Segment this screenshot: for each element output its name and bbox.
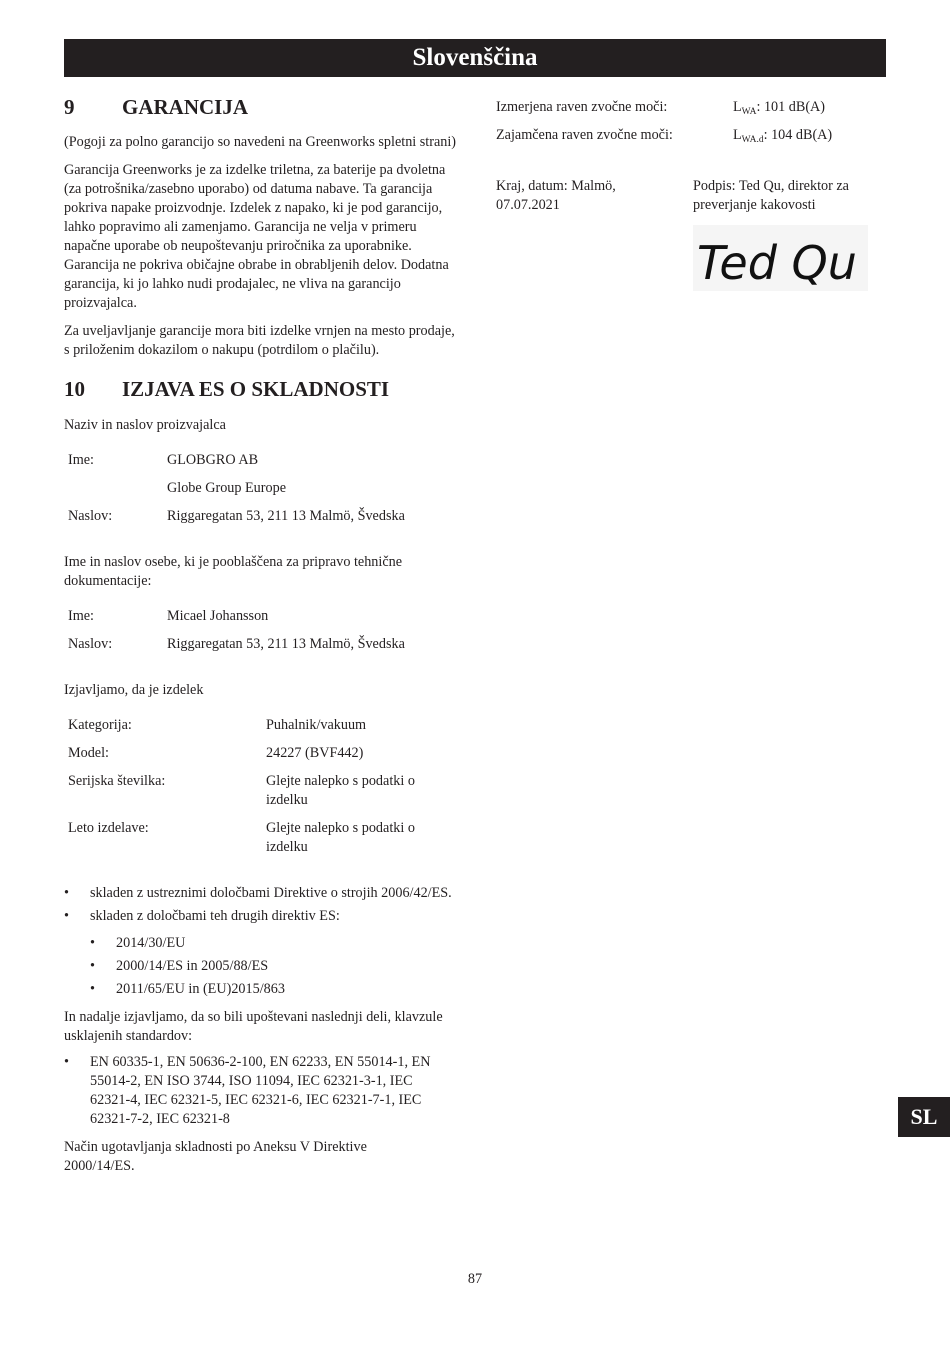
- warranty-text: Garancija Greenworks je za izdelke triletna, za baterije pa dvoletna (za potrošnika/zasebno uporabo) od datuma nabave. Ta garancija pokriva napake proizvodnje. Izdelek z napako, ki je pod garancijo, lahko popravimo ali zamenjamo. Garancija ne velja v primeru napačne uporabe ob neupoštevanju priročnika za uporabnike. Garancija ne pokriva običajne obrabe in obrabljenih delov. Dodatna garancija, ki jo lahko nudi prodajalec, ne vliva na garancijo proizvajalca.: [64, 162, 449, 311]
- svg-text:Ted Qu: Ted Qu: [697, 236, 857, 290]
- field-value: 24227 (BVF442): [266, 745, 364, 761]
- bullet: •: [90, 935, 95, 951]
- list-item: • 2000/14/ES in 2005/88/ES: [90, 958, 269, 974]
- field-label: Model:: [68, 745, 109, 761]
- bullet: •: [90, 981, 95, 997]
- field-label: Izmerjena raven zvočne moči:: [496, 99, 668, 115]
- bullet: •: [90, 958, 95, 974]
- tech-doc-intro: Ime in naslov osebe, ki je pooblaščena za pripravo tehnične dokumentacije:: [64, 554, 403, 589]
- language-tab: SL: [898, 1097, 950, 1137]
- field-value: GLOBGRO AB: [167, 452, 259, 468]
- left-column: [64, 93, 460, 1176]
- field-value: $L_{WA.d}$: 104 dB(A): [733, 127, 833, 145]
- signature-handwriting: [693, 225, 868, 291]
- tech-name-row: [64, 607, 460, 626]
- page-number: 87: [467, 1271, 483, 1287]
- place-date: Kraj, datum: Malmö, 07.07.2021: [496, 178, 616, 213]
- product-row: [64, 772, 460, 810]
- standards-list: [64, 1053, 460, 1129]
- list-item: • 2014/30/EU: [90, 935, 186, 951]
- bullet: •: [64, 1054, 69, 1070]
- warranty-return: Za uveljavljanje garancije mora biti izdelke vrnjen na mesto prodaje, s priloženim dokazilom o nakupu (potrdilom o plačilu).: [64, 323, 455, 358]
- section-9-heading: [64, 93, 460, 121]
- section-number: 9: [64, 95, 75, 119]
- directive-list: [64, 934, 460, 999]
- bullet: •: [64, 908, 69, 924]
- field-value: Micael Johansson: [167, 608, 269, 624]
- conformity-text: Način ugotavljanja skladnosti po Aneksu V Direktive 2000/14/ES.: [64, 1139, 367, 1174]
- list-item: • skladen z določbami teh drugih direktiv ES:: [64, 908, 340, 924]
- field-label: Naslov:: [68, 636, 113, 652]
- field-label: Ime:: [68, 608, 94, 624]
- bullet: •: [64, 885, 69, 901]
- section-title: GARANCIJA: [122, 95, 248, 119]
- field-label: Kategorija:: [68, 717, 132, 733]
- declaration-list: [64, 884, 460, 926]
- field-value: Glejte nalepko s podatki o izdelku: [266, 773, 415, 808]
- right-column: [496, 98, 886, 291]
- field-value: Glejte nalepko s podatki o izdelku: [266, 820, 415, 855]
- list-item: • 2011/65/EU in (EU)2015/863: [90, 981, 285, 997]
- signature-block: Podpis: Ted Qu, direktor za preverjanje kakovosti Ted Qu: [693, 177, 886, 291]
- noise-guaranteed-row: [496, 126, 886, 145]
- field-value: Globe Group Europe: [167, 480, 286, 496]
- noise-measured-row: [496, 98, 886, 117]
- product-row: [64, 819, 460, 857]
- field-label: Serijska številka:: [68, 773, 166, 789]
- manufacturer-intro: Naziv in naslov proizvajalca: [64, 417, 226, 433]
- field-label: Leto izdelave:: [68, 820, 149, 836]
- page-header: [64, 39, 886, 77]
- tech-address-row: [64, 635, 460, 654]
- field-value: $L_{WA}$: 101 dB(A): [733, 99, 826, 117]
- standards-intro: In nadalje izjavljamo, da so bili upoštevani naslednji deli, klavzule usklajenih standardov:: [64, 1009, 443, 1044]
- product-table: [64, 716, 460, 857]
- product-row: [64, 744, 460, 763]
- manufacturer-name-row: [64, 451, 460, 470]
- list-item: • EN 60335-1, EN 50636-2-100, EN 62233, EN 55014-1, EN 55014-2, EN ISO 3744, ISO 11094, IEC 62321-3-1, IEC 62321-4, IEC 62321-5, IEC 62321-6, IEC 62321-7-1, IEC 62321-7-2, IEC 62321-8: [64, 1054, 431, 1127]
- signoff-block: [496, 177, 886, 291]
- section-10-heading: [64, 375, 460, 403]
- warranty-note: (Pogoji za polno garancijo so navedeni na Greenworks spletni strani): [64, 134, 457, 150]
- field-label: Naslov:: [68, 508, 113, 524]
- page-title: Slovenščina: [412, 44, 538, 71]
- signature-image: [693, 225, 868, 291]
- field-value: Riggaregatan 53, 211 13 Malmö, Švedska: [167, 508, 405, 524]
- manufacturer-address-row: [64, 507, 460, 526]
- section-number: 10: [64, 377, 85, 401]
- tech-person-table: [64, 607, 460, 654]
- field-value: Riggaregatan 53, 211 13 Malmö, Švedska: [167, 636, 405, 652]
- product-row: [64, 716, 460, 735]
- field-label: Zajamčena raven zvočne moči:: [496, 127, 673, 143]
- list-item: • skladen z ustreznimi določbami Direktive o strojih 2006/42/ES.: [64, 885, 452, 901]
- declare-intro: Izjavljamo, da je izdelek: [64, 682, 204, 698]
- manufacturer-name-row-2: [64, 479, 460, 498]
- manufacturer-table: [64, 451, 460, 526]
- section-title: IZJAVA ES O SKLADNOSTI: [122, 377, 390, 401]
- field-value: Puhalnik/vakuum: [266, 717, 367, 733]
- field-label: Ime:: [68, 452, 94, 468]
